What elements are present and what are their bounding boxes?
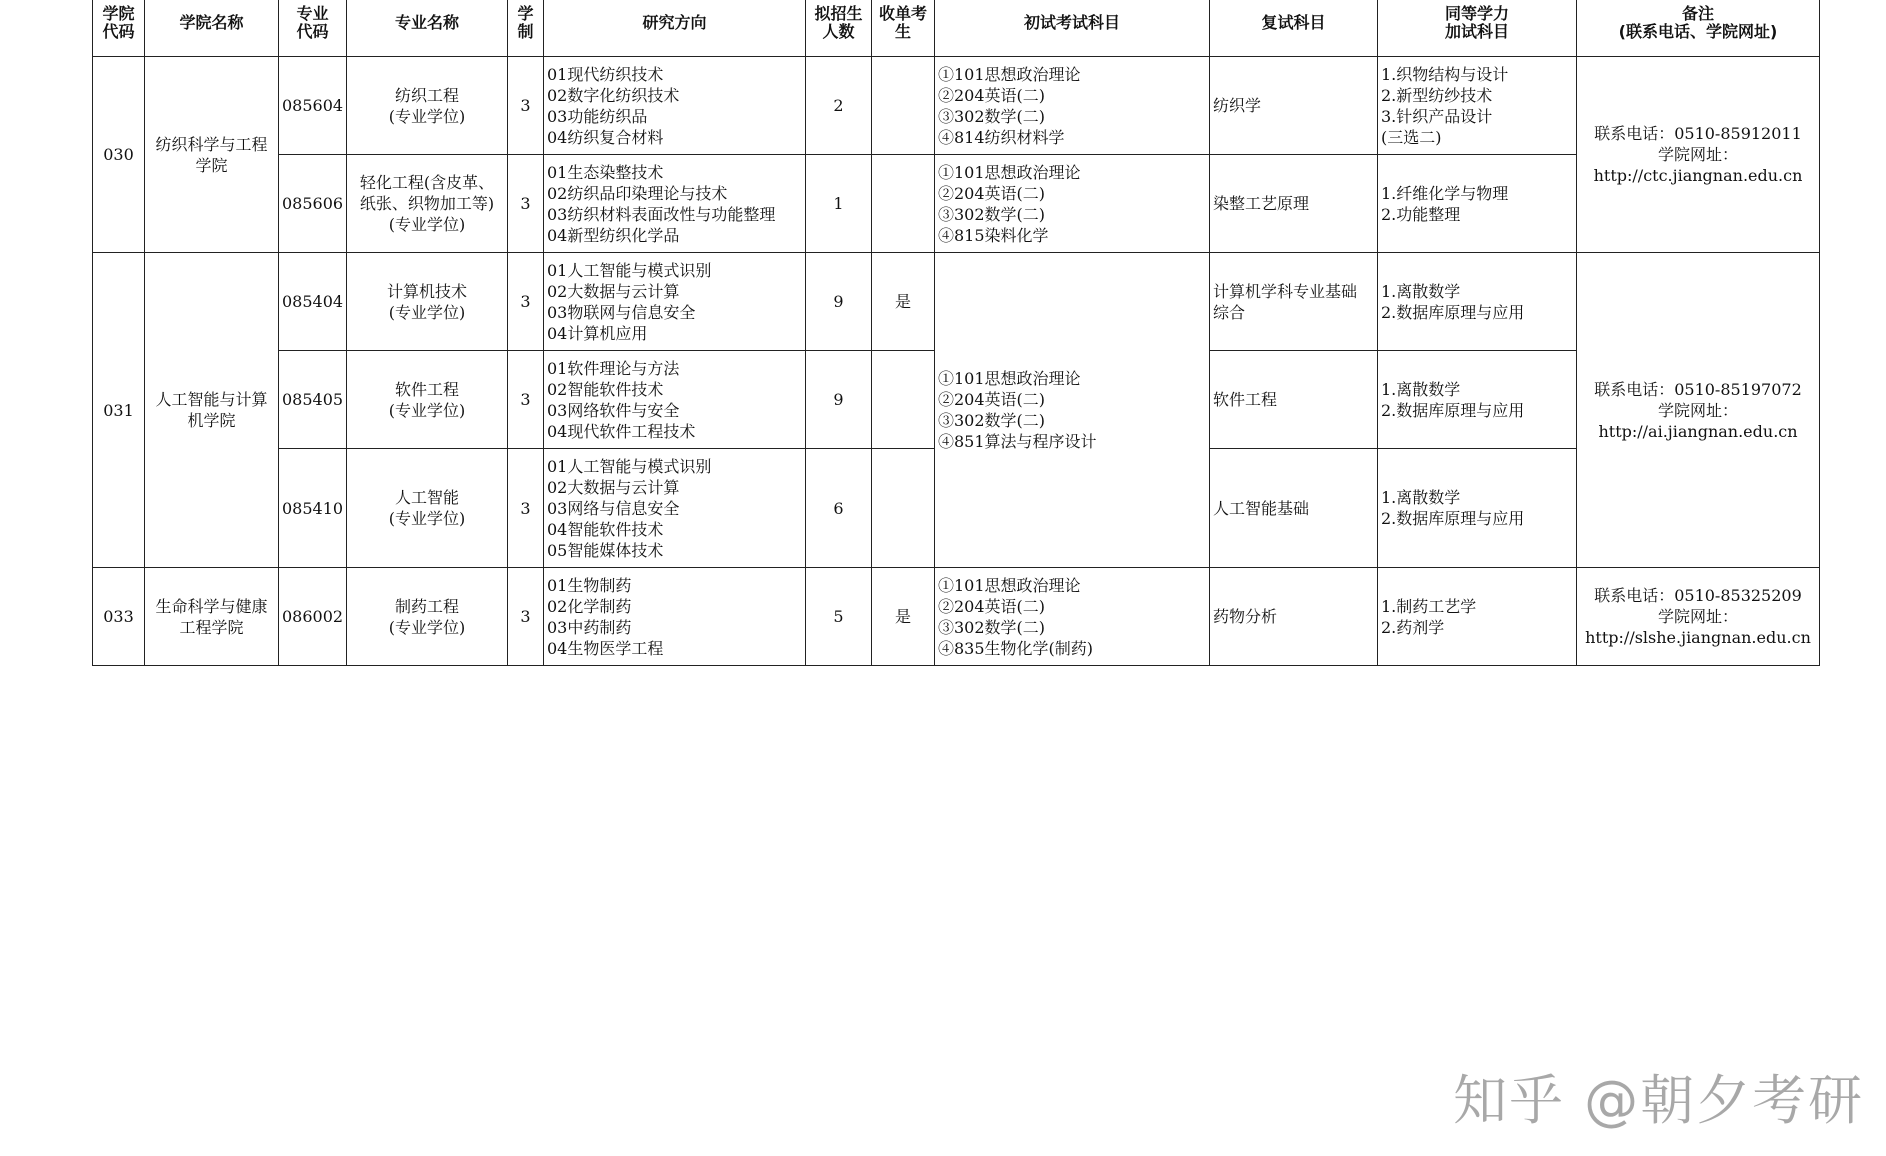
accept-single-exam: 是	[872, 253, 935, 351]
major-code: 085604	[279, 57, 347, 155]
remark-site-label: 学院网址：	[1657, 400, 1738, 420]
header-research-direction: 研究方向	[544, 0, 806, 57]
subject-item: ③302数学(二)	[938, 106, 1046, 126]
retest-subject: 染整工艺原理	[1210, 155, 1378, 253]
direction-item: 02纺织品印染理论与技术	[547, 183, 728, 203]
duration: 3	[508, 253, 544, 351]
major-name: 制药工程 (专业学位)	[347, 568, 508, 666]
extra-subjects	[1378, 57, 1577, 155]
header-remarks: 备注 (联系电话、学院网址)	[1577, 0, 1820, 57]
extra-subjects	[1378, 253, 1577, 351]
major-name: 软件工程 (专业学位)	[347, 351, 508, 449]
research-directions	[544, 57, 806, 155]
subject-item: ①101思想政治理论	[938, 64, 1081, 84]
accept-single-exam	[872, 351, 935, 449]
duration: 3	[508, 57, 544, 155]
direction-item: 03网络与信息安全	[547, 498, 680, 518]
header-accept-single-exam: 收单考 生	[872, 0, 935, 57]
extra-item: 2.数据库原理与应用	[1381, 400, 1525, 420]
direction-item: 05智能媒体技术	[547, 540, 664, 560]
major-name: 轻化工程(含皮革、 纸张、织物加工等) (专业学位)	[347, 155, 508, 253]
direction-item: 01现代纺织技术	[547, 64, 664, 84]
remark-url: http://ctc.jiangnan.edu.cn	[1593, 166, 1803, 185]
college-code: 031	[93, 253, 145, 568]
table-row	[93, 253, 1820, 351]
remark-url: http://ai.jiangnan.edu.cn	[1598, 421, 1798, 441]
remark-phone: 联系电话：0510-85912011	[1594, 124, 1802, 143]
header-college-code: 学院 代码	[93, 0, 145, 57]
duration: 3	[508, 568, 544, 666]
college-name: 生命科学与健康 工程学院	[145, 568, 279, 666]
direction-item: 04现代软件工程技术	[547, 421, 696, 441]
table-row	[93, 155, 1820, 253]
remarks	[1577, 568, 1820, 666]
major-name: 纺织工程 (专业学位)	[347, 57, 508, 155]
research-directions	[544, 351, 806, 449]
initial-exam-subjects	[935, 568, 1210, 666]
extra-item: 1.织物结构与设计	[1381, 64, 1509, 84]
extra-item: 3.针织产品设计	[1381, 106, 1493, 126]
college-code: 030	[93, 57, 145, 253]
major-code: 085606	[279, 155, 347, 253]
extra-subjects	[1378, 155, 1577, 253]
table-header-row	[93, 0, 1820, 57]
extra-item: 1.制药工艺学	[1381, 596, 1477, 616]
direction-item: 01生物制药	[547, 575, 632, 595]
duration: 3	[508, 155, 544, 253]
subject-item: ①101思想政治理论	[938, 162, 1081, 182]
subject-item: ④851算法与程序设计	[938, 432, 1097, 451]
retest-subject: 药物分析	[1210, 568, 1378, 666]
remark-phone: 联系电话：0510-85325209	[1594, 586, 1802, 605]
subject-item: ③302数学(二)	[938, 617, 1046, 637]
direction-item: 04纺织复合材料	[547, 127, 664, 147]
research-directions	[544, 155, 806, 253]
direction-item: 01人工智能与模式识别	[547, 456, 712, 476]
direction-item: 04计算机应用	[547, 323, 648, 343]
direction-item: 02大数据与云计算	[547, 477, 680, 497]
accept-single-exam	[872, 155, 935, 253]
planned-enrollment: 9	[806, 253, 872, 351]
remark-phone: 联系电话：0510-85197072	[1594, 379, 1802, 399]
subject-item: ③302数学(二)	[938, 204, 1046, 224]
direction-item: 04智能软件技术	[547, 519, 664, 539]
planned-enrollment: 5	[806, 568, 872, 666]
header-retest-subjects: 复试科目	[1210, 0, 1378, 57]
planned-enrollment: 9	[806, 351, 872, 449]
direction-item: 02智能软件技术	[547, 379, 664, 399]
extra-item: 2.药剂学	[1381, 617, 1445, 637]
header-major-code: 专业 代码	[279, 0, 347, 57]
subject-item: ④815染料化学	[938, 225, 1049, 245]
header-college-name: 学院名称	[145, 0, 279, 57]
direction-item: 04生物医学工程	[547, 638, 664, 658]
subject-item: ③302数学(二)	[938, 411, 1046, 430]
table-row	[93, 568, 1820, 666]
direction-item: 02化学制药	[547, 596, 632, 616]
major-name: 计算机技术 (专业学位)	[347, 253, 508, 351]
major-code: 085410	[279, 449, 347, 568]
college-name: 人工智能与计算机学院	[145, 253, 279, 568]
initial-exam-subjects	[935, 57, 1210, 155]
planned-enrollment: 1	[806, 155, 872, 253]
major-code: 086002	[279, 568, 347, 666]
accept-single-exam	[872, 57, 935, 155]
header-duration: 学 制	[508, 0, 544, 57]
header-equivalent-extra-subjects: 同等学力 加试科目	[1378, 0, 1577, 57]
extra-item: 1.离散数学	[1381, 488, 1461, 507]
direction-item: 03纺织材料表面改性与功能整理	[547, 204, 776, 224]
planned-enrollment: 2	[806, 57, 872, 155]
extra-subjects	[1378, 351, 1577, 449]
extra-item: 1.离散数学	[1381, 379, 1461, 399]
extra-item: 2.数据库原理与应用	[1381, 302, 1525, 322]
college-code: 033	[93, 568, 145, 666]
direction-item: 02大数据与云计算	[547, 281, 680, 301]
direction-item: 01生态染整技术	[547, 162, 664, 182]
watermark-text: 知乎 @朝夕考研	[1453, 1069, 1865, 1132]
subject-item: ④835生物化学(制药)	[938, 638, 1094, 658]
direction-item: 02数字化纺织技术	[547, 85, 680, 105]
extra-item: 2.数据库原理与应用	[1381, 509, 1525, 528]
subject-item: ①101思想政治理论	[938, 575, 1081, 595]
research-directions	[544, 253, 806, 351]
direction-item: 01人工智能与模式识别	[547, 260, 712, 280]
major-code: 085404	[279, 253, 347, 351]
duration: 3	[508, 351, 544, 449]
extra-item: 2.功能整理	[1381, 204, 1461, 224]
table-row	[93, 57, 1820, 155]
remark-site-label: 学院网址：	[1657, 607, 1738, 626]
direction-item: 01软件理论与方法	[547, 358, 680, 378]
planned-enrollment: 6	[806, 449, 872, 568]
direction-item: 03中药制药	[547, 617, 632, 637]
extra-item: 1.纤维化学与物理	[1381, 183, 1509, 203]
remark-site-label: 学院网址：	[1657, 145, 1738, 164]
extra-subjects	[1378, 568, 1577, 666]
subject-item: ②204英语(二)	[938, 390, 1046, 409]
major-name: 人工智能 (专业学位)	[347, 449, 508, 568]
duration: 3	[508, 449, 544, 568]
extra-item: 1.离散数学	[1381, 281, 1461, 301]
retest-subject: 纺织学	[1210, 57, 1378, 155]
research-directions	[544, 568, 806, 666]
retest-subject: 软件工程	[1210, 351, 1378, 449]
direction-item: 03功能纺织品	[547, 106, 648, 126]
retest-subject: 人工智能基础	[1210, 449, 1378, 568]
admissions-table	[92, 0, 1820, 666]
retest-subject: 计算机学科专业基础 综合	[1210, 253, 1378, 351]
subject-item: ①101思想政治理论	[938, 369, 1081, 388]
subject-item: ②204英语(二)	[938, 85, 1046, 105]
direction-item: 03网络软件与安全	[547, 400, 680, 420]
extra-item: (三选二)	[1381, 127, 1442, 147]
remarks	[1577, 253, 1820, 568]
subject-item: ④814纺织材料学	[938, 127, 1065, 147]
extra-subjects	[1378, 449, 1577, 568]
accept-single-exam: 是	[872, 568, 935, 666]
extra-item: 2.新型纺纱技术	[1381, 85, 1493, 105]
subject-item: ②204英语(二)	[938, 596, 1046, 616]
accept-single-exam	[872, 449, 935, 568]
remarks	[1577, 57, 1820, 253]
initial-exam-subjects	[935, 155, 1210, 253]
direction-item: 04新型纺织化学品	[547, 225, 680, 245]
header-planned-enrollment: 拟招生 人数	[806, 0, 872, 57]
header-initial-exam-subjects: 初试考试科目	[935, 0, 1210, 57]
college-name: 纺织科学与工程学院	[145, 57, 279, 253]
remark-url: http://slshe.jiangnan.edu.cn	[1585, 628, 1811, 647]
initial-exam-subjects	[935, 253, 1210, 568]
subject-item: ②204英语(二)	[938, 183, 1046, 203]
direction-item: 03物联网与信息安全	[547, 302, 696, 322]
header-major-name: 专业名称	[347, 0, 508, 57]
major-code: 085405	[279, 351, 347, 449]
research-directions	[544, 449, 806, 568]
